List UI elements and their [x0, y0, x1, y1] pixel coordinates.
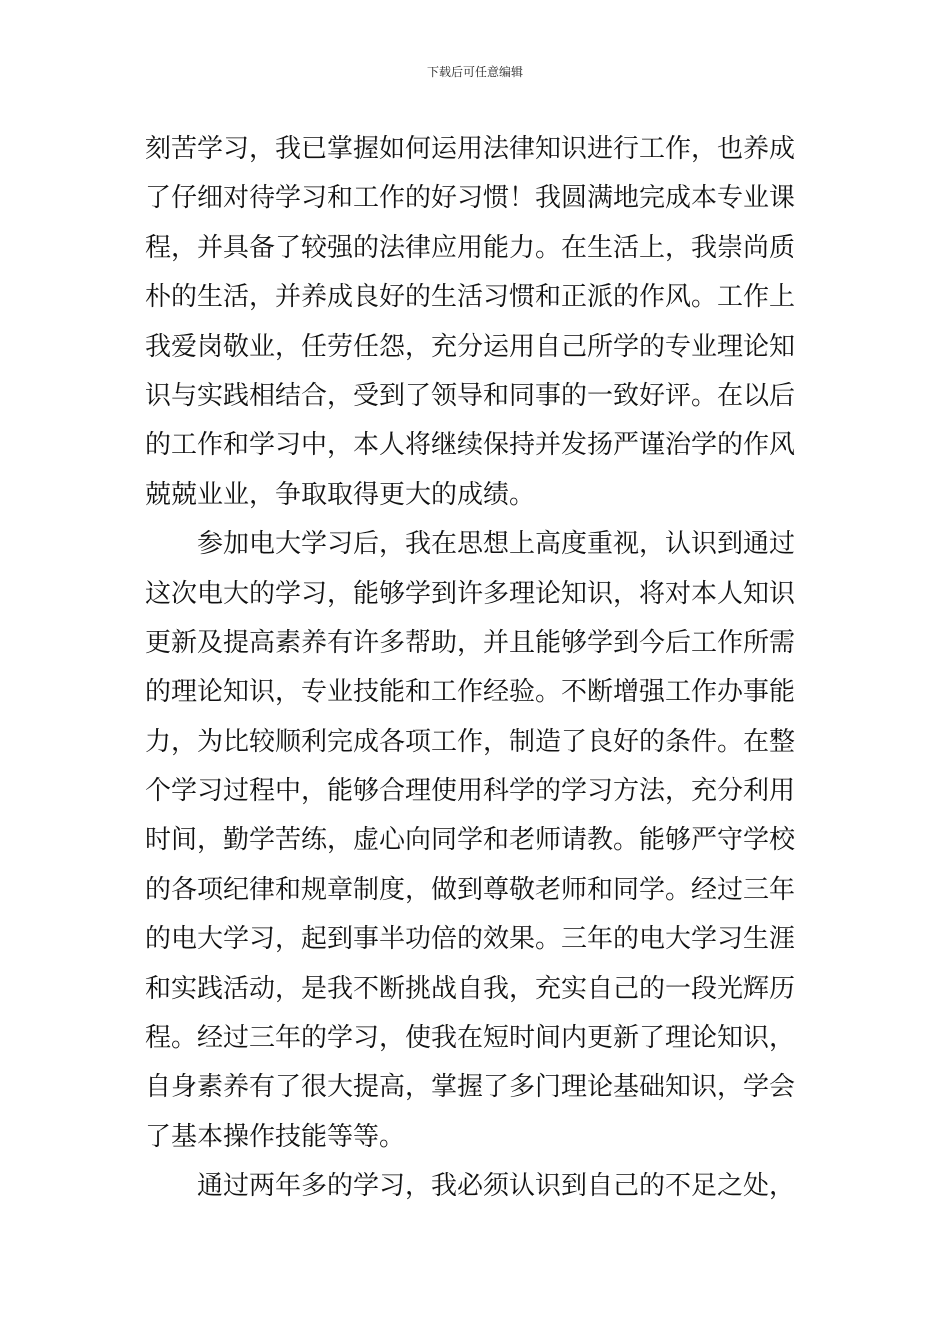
text-line: 时间，勤学苦练，虚心向同学和老师请教。能够严守学校 — [145, 825, 796, 856]
text-line: 朴的生活，并养成良好的生活习惯和正派的作风。工作上 — [145, 282, 796, 313]
text-line: 的工作和学习中，本人将继续保持并发扬严谨治学的作风 — [145, 430, 796, 461]
text-line: 自身素养有了很大提高，掌握了多门理论基础知识，学会 — [145, 1072, 796, 1103]
text-line: 更新及提高素养有许多帮助，并且能够学到今后工作所需 — [145, 627, 796, 658]
text-line: 我爱岗敬业，任劳任怨，充分运用自己所学的专业理论知 — [145, 331, 796, 362]
paragraph-1 — [145, 125, 810, 520]
text-line: 的理论知识，专业技能和工作经验。不断增强工作办事能 — [145, 677, 796, 708]
text-line: 的各项纪律和规章制度，做到尊敬老师和同学。经过三年 — [145, 874, 796, 905]
document-body — [145, 125, 810, 1212]
text-line: 通过两年多的学习，我必须认识到自己的不足之处， — [197, 1171, 796, 1202]
text-line: 力，为比较顺利完成各项工作，制造了良好的条件。在整 — [145, 726, 796, 757]
text-line: 程。经过三年的学习，使我在短时间内更新了理论知识， — [145, 1023, 796, 1054]
text-line: 程，并具备了较强的法律应用能力。在生活上，我崇尚质 — [145, 232, 796, 263]
paragraph-2 — [145, 520, 810, 1162]
text-line: 刻苦学习，我已掌握如何运用法律知识进行工作，也养成 — [145, 134, 796, 164]
text-line: 的电大学习，起到事半功倍的效果。三年的电大学习生涯 — [145, 924, 796, 955]
text-line: 了基本操作技能等等。 — [145, 1121, 406, 1152]
text-line: 识与实践相结合，受到了领导和同事的一致好评。在以后 — [145, 380, 796, 411]
text-line: 个学习过程中，能够合理使用科学的学习方法，充分利用 — [145, 776, 796, 807]
text-line: 和实践活动，是我不断挑战自我，充实自己的一段光辉历 — [145, 973, 796, 1004]
paragraph-3 — [145, 1162, 810, 1211]
text-line: 了仔细对待学习和工作的好习惯！我圆满地完成本专业课 — [145, 183, 796, 214]
text-line: 参加电大学习后，我在思想上高度重视，认识到通过 — [197, 529, 796, 560]
text-line: 这次电大的学习，能够学到许多理论知识，将对本人知识 — [145, 578, 796, 609]
page-header: 下载后可任意编辑 — [426, 65, 523, 79]
text-line: 兢兢业业，争取取得更大的成绩。 — [145, 479, 536, 510]
